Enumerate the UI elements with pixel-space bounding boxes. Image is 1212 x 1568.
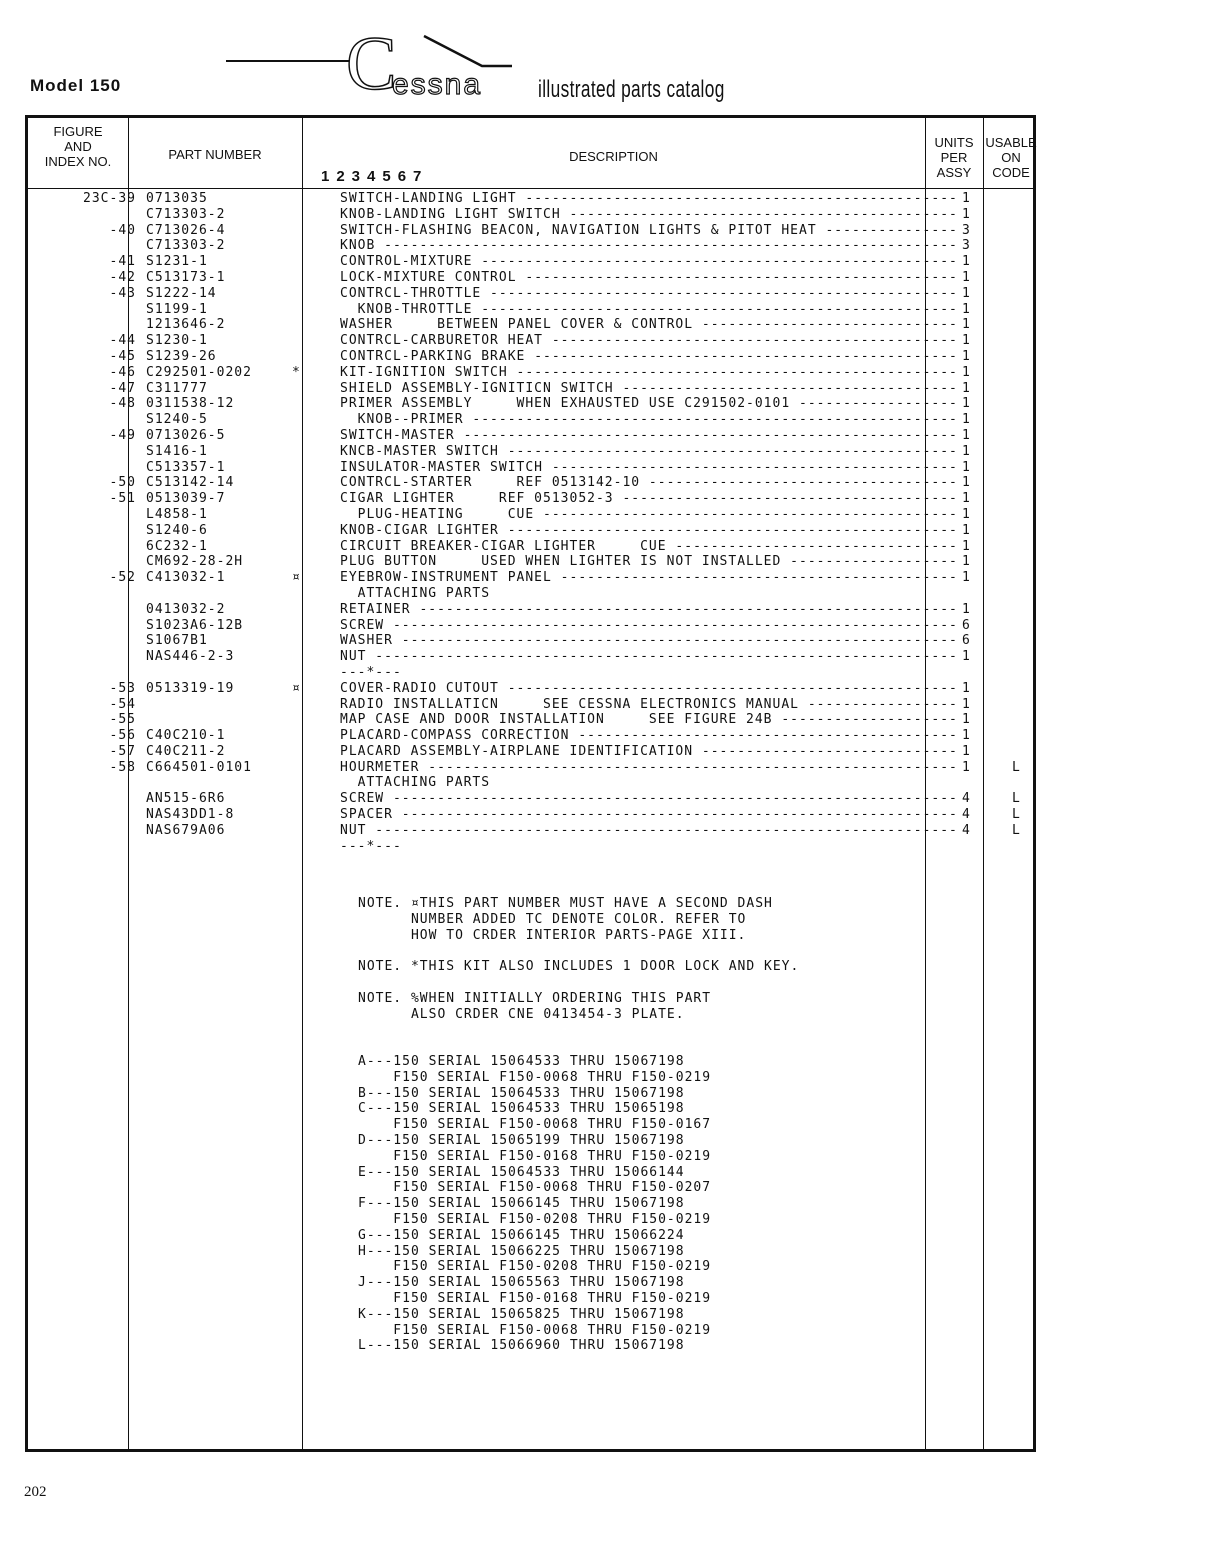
logo-letter-c: C [346,22,397,106]
note-line: NOTE. %WHEN INITIALLY ORDERING THIS PART [358,990,712,1006]
part-description: HOURMETER ------------------------------------------------------------ [340,759,958,775]
dash-leader: -------------------------------------------------- [507,364,958,380]
dash-leader: ----------------------------- [693,743,958,759]
part-number: AN515-6R6 [146,791,226,807]
logo-wordmark: essna [392,68,483,101]
units-per-assy: 3 [962,222,971,238]
table-row [28,523,1033,539]
part-description: KNCB-MASTER SWITCH --------------------------------------------------- [340,443,958,459]
table-row [28,317,1033,333]
page-number: 202 [24,1484,47,1500]
dash-leader: -------------------------------------------------------- [454,427,958,443]
note-line: HOW TO CRDER INTERIOR PARTS-PAGE XIII. [358,927,747,943]
table-row [28,475,1033,491]
dash-leader: --------------------------------------------------- [498,443,958,459]
serial-code-line: F150 SERIAL F150-0168 THRU F150-0219 [358,1290,712,1306]
units-per-assy: 1 [962,743,971,759]
index-number: -56 [109,728,136,744]
part-description: NUT ------------------------------------------------------------------ [340,822,958,838]
part-description: PLUG BUTTON USED WHEN LIGHTER IS NOT INSTALLED ------------------- [340,554,958,570]
table-row [28,602,1033,618]
dash-leader: -------------------------------------- [613,491,958,507]
table-row [28,286,1033,302]
index-number: -57 [109,743,136,759]
dash-leader: -------------------------------------- [613,380,958,396]
part-number: C40C210-1 [146,728,226,744]
serial-codes-block [358,1054,711,1354]
part-description: SHIELD ASSEMBLY-IGNITICN SWITCH -------------------------------------- [340,380,958,396]
units-per-assy: 1 [962,522,971,538]
units-per-assy: 4 [962,822,971,838]
table-row [28,444,1033,460]
units-per-assy: 1 [962,396,971,412]
dash-leader: ---------------------------------------------- [543,459,958,475]
part-number: S1199-1 [146,301,208,317]
units-per-assy: 1 [962,680,971,696]
units-per-assy: 1 [962,538,971,554]
part-description: ATTACHING PARTS [340,585,491,601]
table-row [28,365,1033,381]
part-number: CM692-28-2H [146,554,244,570]
units-per-assy: 1 [962,254,971,270]
units-per-assy: 1 [962,427,971,443]
serial-code-line: C---150 SERIAL 15064533 THRU 15065198 [358,1101,685,1117]
note-line: NOTE. *THIS KIT ALSO INCLUDES 1 DOOR LOCK AND KEY. [358,959,800,975]
units-per-assy: 1 [962,301,971,317]
part-number: C664501-0101 [146,759,252,775]
dash-leader: ----------------------------------------------------- [481,285,958,301]
index-number: -49 [109,427,136,443]
part-number: 0311538-12 [146,396,235,412]
dash-leader: -------------------------------- [666,538,958,554]
serial-code-line: J---150 SERIAL 15065563 THRU 15067198 [358,1275,685,1291]
part-description: ---*--- [340,838,402,854]
part-description: KNOB--PRIMER ------------------------------------------------------- [340,412,958,428]
part-number: C311777 [146,380,208,396]
table-row [28,302,1033,318]
note-line: NUMBER ADDED TC DENOTE COLOR. REFER TO [358,911,747,927]
part-number: NAS446-2-3 [146,649,235,665]
part-description: CONTROL-MIXTURE ------------------------------------------------------ [340,254,958,270]
units-per-assy: 1 [962,570,971,586]
table-row [28,775,1033,791]
dash-leader: ------------------------------------------------------- [463,412,958,428]
part-number: C713303-2 [146,206,226,222]
figure-index-header-text: FIGURE AND INDEX NO. [44,124,112,169]
dash-leader: --------------------------------------------- [551,570,958,586]
part-description: CIGAR LIGHTER REF 0513052-3 -------------------------------------- [340,491,958,507]
dash-leader: -------------------- [772,712,958,728]
units-per-assy: 4 [962,807,971,823]
index-number: 23C-39 [83,191,136,206]
serial-code-line: L---150 SERIAL 15066960 THRU 15067198 [358,1338,685,1354]
part-number: S1240-5 [146,412,208,428]
dash-leader: ------------------------------------------------------ [472,254,958,270]
units-per-assy: 6 [962,633,971,649]
dash-leader: --------------------------------------------------- [498,680,958,696]
part-description: SWITCH-MASTER -------------------------------------------------------- [340,427,958,443]
serial-code-line: H---150 SERIAL 15066225 THRU 15067198 [358,1243,685,1259]
dash-leader: ------------------------------------------------------ [472,301,958,317]
units-per-assy: 1 [962,696,971,712]
table-row [28,381,1033,397]
part-number: NAS43DD1-8 [146,807,235,823]
part-number: C413032-1 [146,570,226,586]
serial-code-line: E---150 SERIAL 15064533 THRU 15066144 [358,1164,685,1180]
dash-leader: ------------------ [790,396,958,412]
dash-leader: ----------------------------------------------------------------- [375,238,958,254]
table-row [28,491,1033,507]
part-description: MAP CASE AND DOOR INSTALLATION SEE FIGURE 24B -------------------- [340,712,958,728]
part-description: WASHER --------------------------------------------------------------- [340,633,958,649]
index-number: -55 [109,712,136,728]
part-number: C713303-2 [146,238,226,254]
dash-leader: ------------------- [781,554,958,570]
dash-leader: ------------------------------------------------ [525,348,958,364]
units-per-assy: 6 [962,617,971,633]
table-row [28,586,1033,602]
table-row [28,223,1033,239]
part-number: C713026-4 [146,222,226,238]
part-number: 0513039-7 [146,491,226,507]
part-description: CONTRCL-PARKING BRAKE ------------------------------------------------ [340,348,958,364]
serial-code-line: F150 SERIAL F150-0068 THRU F150-0219 [358,1322,712,1338]
index-number: -52 [109,570,136,586]
part-description: SCREW ---------------------------------------------------------------- [340,791,958,807]
table-row [28,396,1033,412]
part-number: S1230-1 [146,333,208,349]
header-divider [28,188,1033,189]
part-symbol: * [292,364,301,380]
dash-leader: --------------------------------------------------- [498,522,958,538]
units-per-assy: 1 [962,554,971,570]
part-number: 0413032-2 [146,601,226,617]
units-header: UNITS PER ASSY [934,135,974,180]
index-number: -48 [109,396,136,412]
usable-on-code: L [1012,759,1021,775]
units-per-assy: 3 [962,238,971,254]
dash-leader: ------------------------------------------------------------------ [366,649,958,665]
cessna-logo [226,22,746,108]
part-description: SPACER --------------------------------------------------------------- [340,807,958,823]
part-symbol: ¤ [292,680,301,696]
parts-table [25,115,1036,1452]
dash-leader: ---------------------------------------------------------------- [384,791,958,807]
usable-on-code: L [1012,791,1021,807]
part-number: 0713026-5 [146,427,226,443]
catalog-subtitle: illustrated parts catalog [538,76,725,103]
table-row [28,728,1033,744]
part-description: CIRCUIT BREAKER-CIGAR LIGHTER CUE -------------------------------- [340,538,958,554]
part-description: RETAINER ------------------------------------------------------------- [340,601,958,617]
part-number: S1416-1 [146,443,208,459]
table-row [28,744,1033,760]
dash-leader: ----------------------------------- [640,475,958,491]
part-number: C40C211-2 [146,743,226,759]
part-symbol: ¤ [292,570,301,586]
table-row [28,681,1033,697]
units-per-assy: 1 [962,285,971,301]
part-number-header: PART NUMBER [168,147,262,162]
units-per-assy: 1 [962,759,971,775]
usable-code-header: USABLE ON CODE [985,135,1037,180]
units-per-assy: 1 [962,506,971,522]
units-per-assy: 1 [962,380,971,396]
units-per-assy: 4 [962,791,971,807]
dash-leader: ------------------------------------------------- [516,191,958,206]
table-row [28,270,1033,286]
figure-index-header [32,124,124,169]
serial-code-line: F150 SERIAL F150-0068 THRU F150-0207 [358,1180,712,1196]
dash-leader: ---------------------------------------------- [543,333,958,349]
index-number: -53 [109,680,136,696]
part-number: S1067B1 [146,633,208,649]
table-row [28,554,1033,570]
part-number: S1239-26 [146,348,217,364]
usable-on-code: L [1012,822,1021,838]
dash-leader: ------------------------------------------------- [516,269,958,285]
index-number: -58 [109,759,136,775]
table-row [28,460,1033,476]
serial-code-line: F---150 SERIAL 15066145 THRU 15067198 [358,1196,685,1212]
part-number: C513142-14 [146,475,235,491]
part-description: NUT ------------------------------------------------------------------ [340,649,958,665]
table-row [28,539,1033,555]
part-description: PRIMER ASSEMBLY WHEN EXHAUSTED USE C291502-0101 ------------------ [340,396,958,412]
table-row [28,333,1033,349]
table-row [28,633,1033,649]
part-number: C513173-1 [146,269,226,285]
serial-code-line: F150 SERIAL F150-0208 THRU F150-0219 [358,1211,712,1227]
dash-leader: ------------------------------------------------------------ [419,759,958,775]
units-per-assy: 1 [962,269,971,285]
dash-leader: --------------------------------------------------------------- [392,633,958,649]
part-description: SWITCH-LANDING LIGHT ------------------------------------------------- [340,191,958,206]
part-number: S1231-1 [146,254,208,270]
part-description: SCREW ---------------------------------------------------------------- [340,617,958,633]
part-description: SWITCH-FLASHING BEACON, NAVIGATION LIGHTS & PITOT HEAT --------------- [340,222,958,238]
index-number: -44 [109,333,136,349]
part-number: S1222-14 [146,285,217,301]
part-description: CONTRCL-THROTTLE ----------------------------------------------------- [340,285,958,301]
serial-code-line: F150 SERIAL F150-0208 THRU F150-0219 [358,1259,712,1275]
units-per-assy: 1 [962,348,971,364]
table-row [28,428,1033,444]
logo-rule [226,60,354,62]
dash-leader: --------------- [816,222,958,238]
part-number: C513357-1 [146,459,226,475]
dash-leader: ----------------------------------------------- [534,506,958,522]
notes-block [358,896,799,1022]
part-description: CONTRCL-STARTER REF 0513142-10 ----------------------------------- [340,475,958,491]
units-per-assy: 1 [962,333,971,349]
units-per-assy: 1 [962,728,971,744]
dash-leader: ---------------------------------------------------------------- [384,617,958,633]
part-number: C292501-0202 [146,364,252,380]
units-per-assy: 1 [962,491,971,507]
part-description: PLACARD ASSEMBLY-AIRPLANE IDENTIFICATION ----------------------------- [340,743,958,759]
part-number: S1023A6-12B [146,617,244,633]
dash-leader: -------------------------------------------- [560,206,958,222]
serial-code-line: A---150 SERIAL 15064533 THRU 15067198 [358,1054,685,1069]
table-row [28,412,1033,428]
part-description: PLUG-HEATING CUE ----------------------------------------------- [340,506,958,522]
part-number: S1240-6 [146,522,208,538]
parts-rows [28,191,1033,854]
units-per-assy: 1 [962,317,971,333]
part-number: 1213646-2 [146,317,226,333]
index-number: -50 [109,475,136,491]
usable-on-code: L [1012,807,1021,823]
table-row [28,791,1033,807]
units-per-assy: 1 [962,364,971,380]
part-description: COVER-RADIO CUTOUT --------------------------------------------------- [340,680,958,696]
index-number: -42 [109,269,136,285]
part-number: NAS679A06 [146,822,226,838]
table-row [28,712,1033,728]
table-row [28,760,1033,776]
part-description: KNOB-CIGAR LIGHTER --------------------------------------------------- [340,522,958,538]
note-line [358,943,799,959]
part-description: RADIO INSTALLATICN SEE CESSNA ELECTRONICS MANUAL ----------------- [340,696,958,712]
note-line [358,975,799,991]
units-per-assy: 1 [962,191,971,206]
description-header: DESCRIPTION [569,149,658,164]
serial-code-line: F150 SERIAL F150-0068 THRU F150-0167 [358,1117,712,1133]
index-number: -54 [109,696,136,712]
dash-leader: ------------------------------------------------------------------ [366,822,958,838]
units-per-assy: 1 [962,649,971,665]
index-number: -43 [109,285,136,301]
units-per-assy: 1 [962,712,971,728]
index-number: -47 [109,380,136,396]
units-per-assy: 1 [962,443,971,459]
note-line: ALSO CRDER CNE 0413454-3 PLATE. [358,1006,685,1022]
part-description: LOCK-MIXTURE CONTROL ------------------------------------------------- [340,269,958,285]
logo-swoosh-icon [422,32,514,72]
dash-leader: --------------------------------------------------------------- [392,807,958,823]
part-number: L4858-1 [146,506,208,522]
table-row [28,191,1033,207]
index-number: -51 [109,491,136,507]
units-per-assy: 1 [962,475,971,491]
units-per-assy: 1 [962,412,971,428]
table-row [28,839,1033,855]
part-number: 0513319-19 [146,680,235,696]
index-number: -46 [109,364,136,380]
part-description: KIT-IGNITION SWITCH -------------------------------------------------- [340,364,958,380]
model-label: Model 150 [30,76,122,95]
serial-code-line: F150 SERIAL F150-0068 THRU F150-0219 [358,1069,712,1085]
part-description: EYEBROW-INSTRUMENT PANEL --------------------------------------------- [340,570,958,586]
dash-leader: ------------------------------------------------------------- [410,601,958,617]
part-description: KNOB ----------------------------------------------------------------- [340,238,958,254]
part-description: ATTACHING PARTS [340,775,491,791]
part-number: 0713035 [146,191,208,206]
part-description: KNOB-THROTTLE ------------------------------------------------------ [340,301,958,317]
part-description: CONTRCL-CARBURETOR HEAT ---------------------------------------------- [340,333,958,349]
part-description: INSULATOR-MASTER SWITCH ---------------------------------------------- [340,459,958,475]
indent-digits: 1234567 [321,168,429,185]
part-description: ---*--- [340,664,402,680]
dash-leader: ----------------------------- [693,317,958,333]
serial-code-line: F150 SERIAL F150-0168 THRU F150-0219 [358,1148,712,1164]
units-per-assy: 1 [962,206,971,222]
table-row [28,618,1033,634]
part-description: WASHER BETWEEN PANEL COVER & CONTROL ----------------------------- [340,317,958,333]
serial-code-line: G---150 SERIAL 15066145 THRU 15066224 [358,1227,685,1243]
table-row [28,807,1033,823]
index-number: -41 [109,254,136,270]
part-description: PLACARD-COMPASS CORRECTION ------------------------------------------- [340,728,958,744]
serial-code-line: K---150 SERIAL 15065825 THRU 15067198 [358,1306,685,1322]
index-number: -40 [109,222,136,238]
table-row [28,697,1033,713]
table-row [28,570,1033,586]
table-row [28,823,1033,839]
part-description: KNOB-LANDING LIGHT SWITCH -------------------------------------------- [340,206,958,222]
table-row [28,665,1033,681]
part-number: 6C232-1 [146,538,208,554]
units-per-assy: 1 [962,459,971,475]
index-number: -45 [109,348,136,364]
dash-leader: ----------------- [799,696,958,712]
units-per-assy: 1 [962,601,971,617]
table-row [28,254,1033,270]
table-row [28,207,1033,223]
serial-code-line: D---150 SERIAL 15065199 THRU 15067198 [358,1132,685,1148]
table-row [28,238,1033,254]
table-row [28,349,1033,365]
note-line: NOTE. ¤THIS PART NUMBER MUST HAVE A SECOND DASH [358,896,773,911]
serial-code-line: B---150 SERIAL 15064533 THRU 15067198 [358,1085,685,1101]
table-row [28,649,1033,665]
dash-leader: ------------------------------------------- [569,728,958,744]
table-row [28,507,1033,523]
